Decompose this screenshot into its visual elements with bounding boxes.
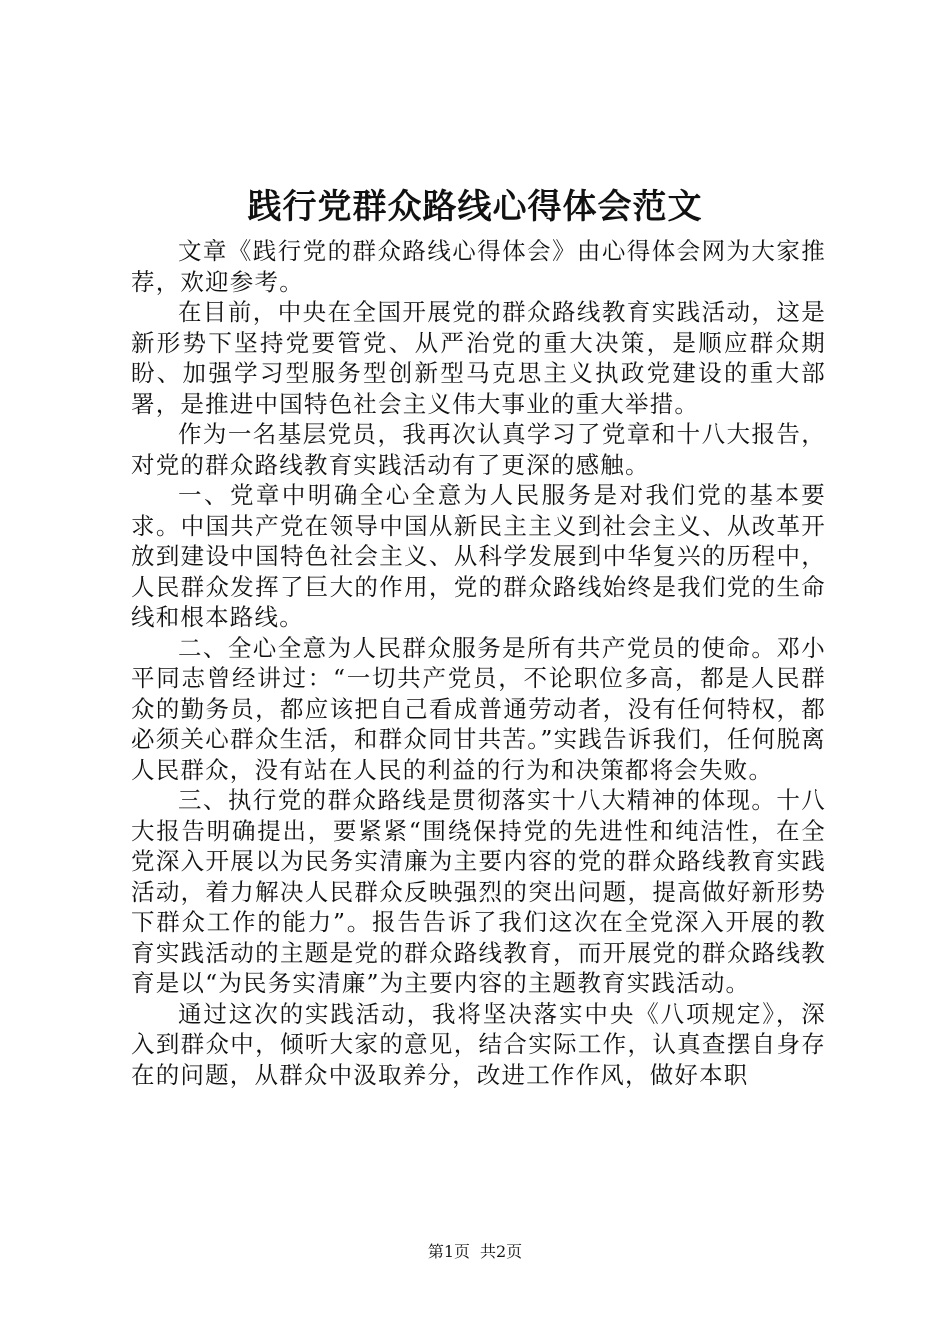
document-title: 践行党群众路线心得体会范文 [247, 187, 703, 227]
paragraph-background: 在目前，中央在全国开展党的群众路线教育实践活动，这是新形势下坚持党要管党、从严治党的重大决策，是顺应群众期盼、加强学习型服务型创新型马克思主义执政党建设的重大部署，是推进中国特色社会主义伟大事业的重大举措。 [131, 298, 826, 418]
paragraph-study: 作为一名基层党员，我再次认真学习了党章和十八大报告，对党的群众路线教育实践活动有了更深的感触。 [131, 420, 826, 479]
document-body [131, 236, 826, 1090]
page-footer [0, 1241, 950, 1263]
paragraph-point-three: 三、执行党的群众路线是贯彻落实十八大精神的体现。十八大报告明确提出，要紧紧“围绕保持党的先进性和纯洁性，在全党深入开展以为民务实清廉为主要内容的党的群众路线教育实践活动，着力解决人民群众反映强烈的突出问题，提高做好新形势下群众工作的能力”。报告告诉了我们这次在全党深入开展的教育实践活动的主题是党的群众路线教育，而开展党的群众路线教育是以“为民务实清廉”为主要内容的主题教育实践活动。 [131, 786, 826, 997]
paragraph-point-one: 一、党章中明确全心全意为人民服务是对我们党的基本要求。中国共产党在领导中国从新民主主义到社会主义、从改革开放到建设中国特色社会主义、从科学发展到中华复兴的历程中，人民群众发挥了巨大的作用，党的群众路线始终是我们党的生命线和根本路线。 [131, 481, 826, 631]
page-number: 第1页 [427, 1242, 470, 1261]
paragraph-point-two: 二、全心全意为人民群众服务是所有共产党员的使命。邓小平同志曾经讲过：“一切共产党员，不论职位多高，都是人民群众的勤务员，都应该把自己看成普通劳动者，没有任何特权，都必须关心群众生活，和群众同甘共苦。”实践告诉我们，任何脱离人民群众，没有站在人民的利益的行为和决策都将会失败。 [131, 633, 826, 784]
paragraph-intro: 文章《践行党的群众路线心得体会》由心得体会网为大家推荐，欢迎参考。 [131, 237, 826, 296]
page-count: 共2页 [480, 1242, 523, 1261]
paragraph-conclusion: 通过这次的实践活动，我将坚决落实中央《八项规定》，深入到群众中，倾听大家的意见，结合实际工作，认真查摆自身存在的问题，从群众中汲取养分，改进工作作风，做好本职 [131, 999, 826, 1089]
